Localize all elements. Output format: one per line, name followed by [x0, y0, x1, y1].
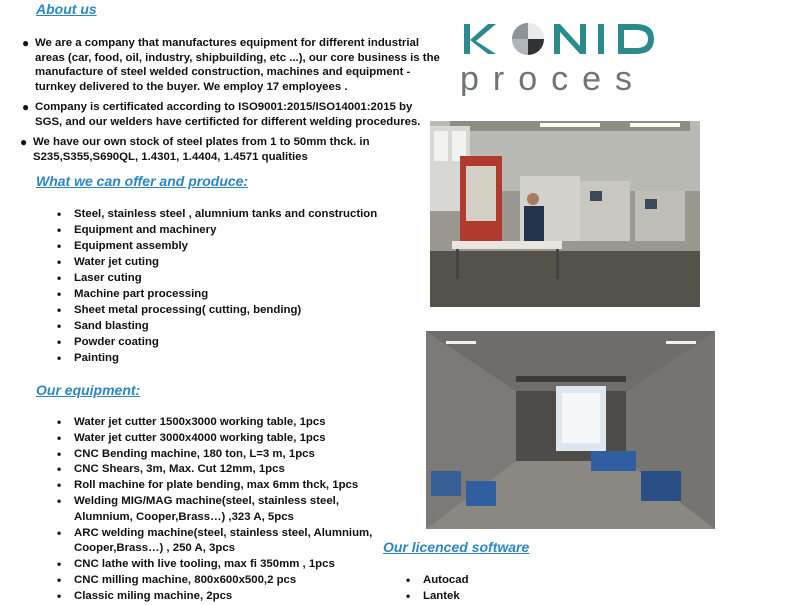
- logo-graphic: [458, 14, 690, 96]
- list-item-text: Roll machine for plate bending, max 6mm thck, 1pcs: [74, 479, 359, 492]
- list-item: [57, 446, 392, 463]
- list-item-text: Equipment assembly: [74, 240, 188, 252]
- list-item-text: Water jet cutter 1500x3000 working table, 1pcs: [74, 416, 326, 428]
- offer-list: [57, 206, 404, 366]
- equipment-heading: Our equipment:: [36, 382, 141, 398]
- bullet-dot-icon: •: [57, 415, 62, 429]
- list-item-text: CNC milling machine, 800x600x500,2 pcs: [74, 573, 297, 586]
- bullet-dot-icon: •: [57, 478, 62, 493]
- list-item: [406, 572, 623, 588]
- bullet-dot-icon: •: [57, 335, 62, 349]
- list-item-text: Powder coating: [74, 336, 159, 348]
- about-paragraph-text: We have our own stock of steel plates from 1 to 50mm thck. in S235,S355,S690QL, 1.4301, 1.4404, 1.4571 qualities: [33, 136, 370, 163]
- offer-heading: What we can offer and produce:: [36, 173, 249, 189]
- list-item: [57, 572, 392, 589]
- list-item-text: Autocad: [423, 574, 469, 586]
- bullet-dot-icon: •: [57, 525, 62, 540]
- list-item: [57, 222, 404, 238]
- bullet-dot-icon: •: [406, 573, 411, 587]
- list-item: [57, 302, 404, 318]
- about-paragraph: [22, 36, 440, 94]
- logo-letter-n: [554, 24, 586, 54]
- bullet-dot-icon: ●: [22, 100, 30, 114]
- bullet-dot-icon: •: [57, 303, 62, 317]
- list-item-text: Equipment and machinery: [74, 224, 217, 236]
- list-item-text: Classic miling machine, 2pcs: [74, 589, 233, 602]
- bullet-dot-icon: •: [57, 207, 62, 221]
- list-item: [57, 493, 392, 526]
- globe-icon: [512, 23, 544, 55]
- company-logo: [458, 14, 690, 96]
- list-item-text: Sand blasting: [74, 320, 149, 332]
- list-item-text: ARC welding machine(steel, stainless steel, Alumnium, Cooper,Brass…) , 250 A, 3pcs: [74, 526, 373, 555]
- bullet-dot-icon: •: [57, 462, 62, 477]
- list-item-text: CNC lathe with live tooling, max fi 350mm , 1pcs: [74, 558, 335, 571]
- bullet-dot-icon: ●: [20, 135, 28, 149]
- list-item: [57, 462, 392, 478]
- about-paragraph-text: We are a company that manufactures equipment for different industrial areas (car, food, oil, industry, shipbuilding, etc ...), our core business is the manufacture of steel welded construction, machines and equipment - turnkey delivered to the buyer. We employ 17 employees .: [35, 37, 440, 93]
- logo-letter-i: [598, 24, 604, 54]
- list-item-text: Steel, stainless steel , alumnium tanks and construction: [74, 208, 378, 220]
- bullet-dot-icon: •: [57, 572, 62, 587]
- list-item-text: Water jet cutter 3000x4000 working table, 1pcs: [74, 431, 326, 444]
- list-item-text: Lantek: [423, 590, 460, 602]
- list-item: [57, 478, 392, 494]
- list-item: [57, 415, 392, 431]
- list-item: [57, 334, 404, 350]
- bullet-dot-icon: •: [57, 223, 62, 237]
- list-item-text: CNC Bending machine, 180 ton, L=3 m, 1pcs: [74, 447, 315, 460]
- about-heading: About us: [36, 1, 97, 17]
- bullet-dot-icon: •: [57, 351, 62, 365]
- bullet-dot-icon: •: [57, 287, 62, 301]
- list-item-text: Laser cuting: [74, 272, 142, 284]
- list-item: [57, 557, 392, 573]
- equipment-list: [57, 415, 392, 605]
- logo-subtitle: proces: [460, 60, 647, 96]
- software-heading: Our licenced software: [383, 539, 530, 555]
- list-item: [57, 270, 404, 286]
- about-paragraph: [22, 100, 435, 129]
- list-item-text: Machine part processing: [74, 288, 209, 300]
- bullet-dot-icon: •: [57, 271, 62, 285]
- list-item: [57, 588, 392, 605]
- list-item: [57, 318, 404, 334]
- logo-letter-k: [464, 24, 496, 54]
- bullet-dot-icon: ●: [22, 36, 30, 50]
- bullet-dot-icon: •: [57, 446, 62, 461]
- list-item-text: Sheet metal processing( cutting, bending): [74, 304, 302, 316]
- list-item: [57, 286, 404, 302]
- list-item-text: CNC Shears, 3m, Max. Cut 12mm, 1pcs: [74, 463, 285, 476]
- workshop-photo-hall: [426, 331, 715, 529]
- workshop-photo-cnc: [430, 121, 700, 307]
- list-item: [57, 238, 404, 254]
- about-paragraph: [20, 135, 408, 164]
- about-paragraph-text: Company is certificated according to ISO9001:2015/ISO14001:2015 by SGS, and our welders have certificted for different welding procedures.: [35, 101, 421, 128]
- list-item: [57, 206, 404, 222]
- bullet-dot-icon: •: [406, 589, 411, 603]
- bullet-dot-icon: •: [57, 239, 62, 253]
- list-item: [57, 430, 392, 447]
- bullet-dot-icon: •: [57, 430, 62, 445]
- list-item-text: Welding MIG/MAG machine(steel, stainless steel, Alumnium, Cooper,Brass…) ,323 A, 5pcs: [74, 494, 340, 523]
- list-item: [406, 588, 623, 604]
- logo-letter-d: [618, 24, 654, 54]
- bullet-dot-icon: •: [57, 588, 62, 603]
- software-list: [406, 572, 623, 604]
- list-item: [57, 254, 404, 270]
- bullet-dot-icon: •: [57, 557, 62, 572]
- list-item: [57, 525, 392, 558]
- list-item-text: Water jet cuting: [74, 256, 160, 268]
- bullet-dot-icon: •: [57, 493, 62, 508]
- bullet-dot-icon: •: [57, 255, 62, 269]
- list-item-text: Painting: [74, 352, 119, 364]
- bullet-dot-icon: •: [57, 319, 62, 333]
- list-item: [57, 350, 404, 366]
